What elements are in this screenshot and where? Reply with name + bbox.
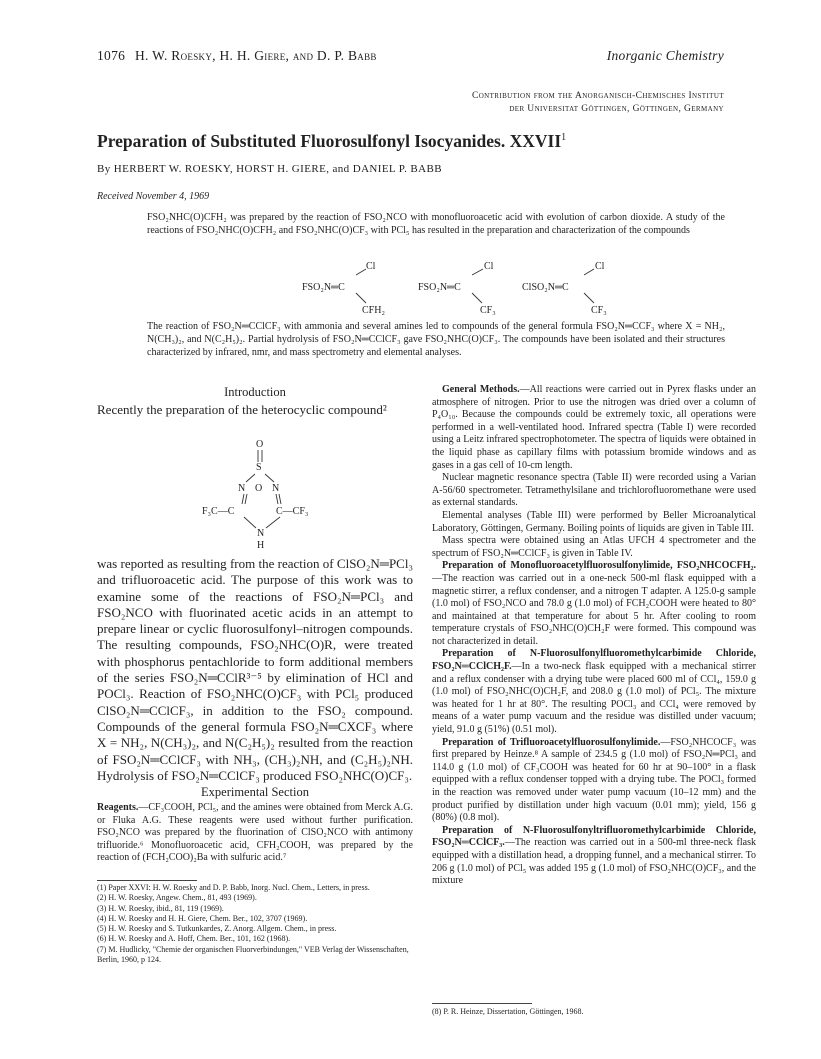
footnote-2: (2) H. W. Roesky, Angew. Chem., 81, 493 (1969). [97, 893, 257, 903]
ring-n-bottom: N [257, 528, 265, 539]
reagents-run-in: Reagents. [97, 802, 139, 813]
contribution-line-1: Contribution from the Anorganisch-Chemisches Institut [471, 91, 724, 101]
prep-trifluoromethylcarbimide [432, 825, 756, 888]
s3-top: Cl [595, 261, 605, 272]
prep4-run-in: Preparation of N-Fluorosulfonyltrifluoromethylcarbimide Chloride, FSO₂N═CClCF₃. [432, 824, 756, 849]
ring-h-bottom: H [257, 540, 265, 551]
s1-bottom: CFH₂ [362, 305, 385, 316]
footnote-6: (6) H. W. Roesky and A. Hoff, Chem. Ber., 101, 162 (1968). [97, 934, 291, 944]
article-title [97, 131, 737, 152]
footnote-4: (4) H. W. Roesky and H. H. Giere, Chem. Ber., 102, 3707 (1969). [97, 913, 308, 923]
page-number: 1076 [97, 48, 126, 63]
intro-paragraph-1: Recently the preparation of the heterocyclic compound² [97, 402, 387, 417]
running-authors: H. W. Roesky, H. H. Giere, and D. P. Babb [135, 48, 377, 63]
received-date: Received November 4, 1969 [97, 191, 210, 202]
prep-monofluoroacetyl [432, 560, 756, 648]
ring-n-left: N [238, 483, 246, 494]
title-footnote-ref: 1 [561, 132, 567, 144]
footnote-7: (7) M. Hudlicky, "Chemie der organischen Fluorverbindungen," VEB Verlag der Wissenschaften, Berlin, 1960, p 124. [97, 944, 409, 965]
prep2-text: —In a two-neck flask equipped with a mechanical stirrer and a reflux condenser with a drying tube were placed 600 ml of CCl₄, 159.0 g (1.0 mol) of FSO₂NHC(O)CH₂F, and 208.0 g (1.0 mol) of PCl₅. The mixture was heated for 1 hr at 80°. The resulting POCl₃ and CCl₄ were removed by means of a water pump vacuum and the residue was distilled under vacuum; yield, 91.0 g (51%) (0.51 mol). [432, 661, 756, 736]
footnotes [97, 883, 413, 965]
structure-2 [418, 261, 496, 316]
ring-oxygen-top: O [256, 439, 264, 450]
footnote-rule-right [432, 1003, 532, 1004]
heterocycle-structure [200, 436, 330, 551]
s2-bottom: CF₃ [480, 305, 496, 316]
prep1-run-in: Preparation of Monofluoroacetylfluorosulfonylimide, FSO₂NHCOCFH₂. [442, 560, 756, 572]
prep-trifluoroacetyl [432, 737, 756, 825]
abstract-structures [300, 257, 620, 319]
footnote-1: (1) Paper XXVI: H. W. Roesky and D. P. Babb, Inorg. Nucl. Chem., Letters, in press. [97, 883, 370, 892]
contribution-note [364, 90, 724, 116]
intro-paragraph-2: was reported as resulting from the reaction of ClSO₂N═PCl₃ and trifluoroacetic acid. The purpose of this work was to examine some of the reactions of FSO₂N═PCl₃ and FSO₂NCO with fluorinated acetic acids in an attempt to prepare linear or cyclic fluorosulfonyl–nitrogen compounds. The resulting compounds, FSO₂NHC(O)R, were treated with phosphorus pentachloride to form additional members of the series FSO₂N═CClR³⁻⁵ by elimination of HCl and POCl₃. Reaction of FSO₂NHC(O)CF₃ with PCl₅ produced ClSO₂N═CClCF₃, in addition to the FSO₂ compound. Compounds of the general formula FSO₂N═CXCF₃ where X = NH₂, N(CH₃)₂, and N(C₂H₅)₂ resulted from the reaction of FSO₂N═CClCF₃ with NH₃, (CH₃)₂NH, and (C₂H₅)₂NH. Hydrolysis of FSO₂N═CClCF₃ produced FSO₂NHC(O)CF₃. [97, 556, 413, 783]
prep-fluoromethylcarbimide [432, 648, 756, 736]
title-text: Preparation of Substituted Fluorosulfonyl Isocyanides. XXVII [97, 131, 562, 151]
methods-run-in: General Methods. [442, 384, 520, 395]
reagents-text: —CF₃COOH, PCl₅, and the amines were obtained from Merck A.G. or Fluka A.G. These reagents were used without further purification. FSO₂NCO was prepared by the fluorination of ClSO₂NCO with antimony trifluoride.⁶ Monofluoroacetic acid, CFH₂COOH, was prepared by the reaction of (FCH₂COO)₂Ba with sulfuric acid.⁷ [97, 802, 413, 864]
right-column [432, 384, 756, 888]
journal-name: Inorganic Chemistry [606, 48, 724, 63]
s1-top: Cl [366, 261, 376, 272]
contribution-line-2: der Universitat Göttingen, Göttingen, Germany [509, 104, 724, 114]
s1-left: FSO₂N═C [302, 282, 345, 293]
footnote-rule [97, 880, 197, 881]
ring-sulfur: S [256, 462, 262, 473]
intro-heading: Introduction [224, 385, 286, 399]
reagents-paragraph [97, 802, 413, 865]
footnote-5: (5) H. W. Roesky and S. Tutkunkardes, Z. Anorg. Allgem. Chem., in press. [97, 924, 337, 934]
prep3-run-in: Preparation of Trifluoroacetylfluorosulfonylimide. [442, 736, 661, 748]
experimental-heading: Experimental Section [201, 785, 309, 799]
running-header [97, 48, 724, 70]
elemental-paragraph: Elemental analyses (Table III) were performed by Beller Microanalytical Laboratory, Göttingen, Germany. Boiling points of liquids are given in Table III. [432, 509, 756, 534]
ring-cf3-left: F₃C—C [202, 506, 235, 517]
byline: By HERBERT W. ROESKY, HORST H. GIERE, and DANIEL P. BABB [97, 163, 442, 175]
general-methods [432, 384, 756, 472]
ring-n-right: N [272, 483, 280, 494]
abstract-paragraph-1: FSO₂NHC(O)CFH₂ was prepared by the reaction of FSO₂NCO with monofluoroacetic acid with evolution of carbon dioxide. A study of the reactions of FSO₂NHC(O)CFH₂ and FSO₂NHC(O)CF₃ with PCl₅ has resulted in the preparation and characterization of the compounds [147, 212, 725, 236]
s3-left: ClSO₂N═C [522, 282, 569, 293]
ring-cf3-right: C—CF₃ [276, 506, 309, 517]
footnote-8: (8) P. R. Heinze, Dissertation, Göttingen, 1968. [432, 1007, 584, 1016]
s3-bottom: CF₃ [591, 305, 607, 316]
mass-paragraph: Mass spectra were obtained using an Atlas UFCH 4 spectrometer and the spectrum of FSO₂N═CClCF₃ is given in Table IV. [432, 535, 756, 559]
abstract-paragraph-2: The reaction of FSO₂N═CClCF₃ with ammonia and several amines led to compounds of the general formula FSO₂N═CCF₃ where X = NH₂, N(CH₃)₂, and N(C₂H₅)₂. Partial hydrolysis of FSO₂N═CClCF₃ gave FSO₂NHC(O)CF₃. The compounds have been isolated and their structures characterized by infrared, nmr, and mass spectrometry and elemental analyses. [147, 321, 725, 358]
methods-text: —All reactions were carried out in Pyrex flasks under an atmosphere of nitrogen. Prior to use the nitrogen was dried over a column of P₄O₁₀. Because the compounds could be extremely toxic, all operations were performed in a well-ventilated hood. Infrared spectra (Table I) were recorded using a Leitz infrared spectrophotometer. The spectra of liquids were obtained in the liquid phase as capillary films with potassium bromide windows and as gases in a gas cell of 10-cm length. [432, 384, 756, 471]
structure-3 [522, 261, 607, 316]
prep2-run-in: Preparation of N-Fluorosulfonylfluoromethylcarbimide Chloride, FSO₂N═CClCH₂F. [432, 648, 756, 673]
s2-left: FSO₂N═C [418, 282, 461, 293]
structure-1 [302, 261, 385, 316]
s2-top: Cl [484, 261, 494, 272]
prep4-text: —The reaction was carried out in a 500-ml three-neck flask equipped with a distillation head, a dropping funnel, and a mechanical stirrer. To 206 g (1.0 mol) of PCl₅ was added 195 g (1.0 mol) of FSO₂NHC(O)CF₃, and the mixture [432, 837, 756, 887]
ring-o-center: O [255, 483, 263, 494]
nmr-paragraph: Nuclear magnetic resonance spectra (Table II) were recorded using a Varian A-56/60 spectrometer. Tetramethylsilane and trichlorofluoromethane were used as external standards. [432, 472, 756, 509]
prep1-text: —The reaction was carried out in a one-neck 500-ml flask equipped with a magnetic stirrer, a reflux condenser, and a nitrogen T adapter. A 125.0-g sample (1.0 mol) of FSO₂NCO and 78.0 g (1.0 mol) of FCH₂COOH were heated to 80° and maintained at that temperature for about 5 hr. After cooling to room temperature crystals of FSO₂NHC(O)CH₂F were formed. This compound was not characterized in detail. [432, 572, 756, 647]
prep3-text: —FSO₂NHCOCF₃ was first prepared by Heinze.⁸ A sample of 234.5 g (1.0 mol) of FSO₂N═PCl₃ and 114.0 g (1.0 mol) of CF₃COOH was heated for 60 hr at 90–100° in a flask equipped with a reflux condenser topped with a drying tube. The POCl₃ formed in the reaction was removed under water pump vacuum (10–12 mm) and the product purified by distillation under high vacuum (0.01 mm); yield, 156 g (80%) (0.8 mol). [432, 736, 756, 824]
footnote-3: (3) H. W. Roesky, ibid., 81, 119 (1969). [97, 903, 224, 913]
